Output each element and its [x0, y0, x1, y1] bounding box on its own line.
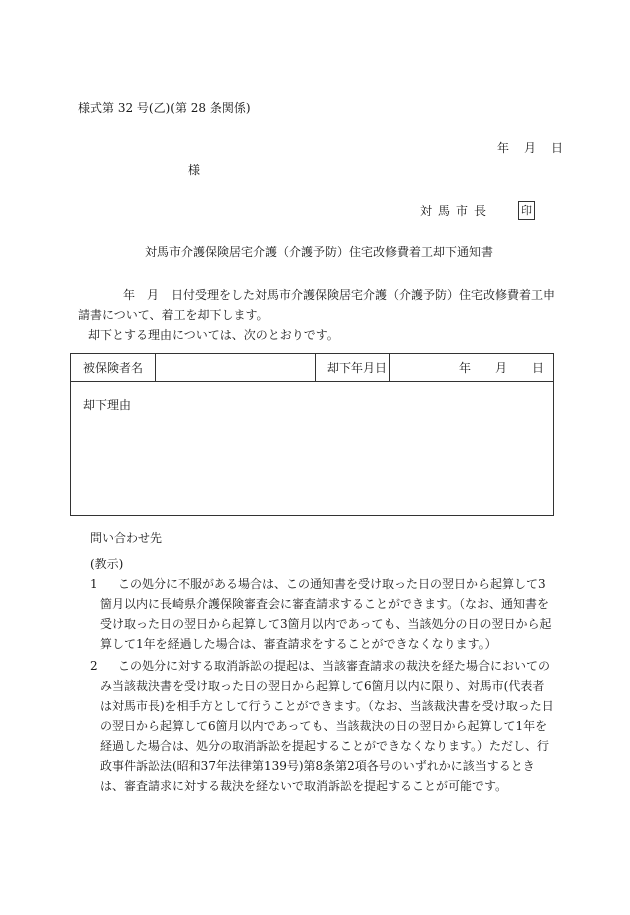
issue-date-year: 年 — [497, 141, 510, 155]
table-row — [71, 354, 553, 382]
instruction-item-1 — [90, 574, 556, 654]
body-line-2: 請書について、着工を却下します。 — [78, 308, 269, 322]
issuer-name: 対馬市長 — [420, 204, 493, 218]
contact-label: 問い合わせ先 — [90, 531, 163, 545]
issue-date-day: 日 — [551, 141, 564, 155]
seal-mark: 印 — [518, 201, 535, 220]
issue-date-month: 月 — [524, 141, 537, 155]
reject-date-year: 年 — [459, 361, 472, 375]
body-text — [78, 285, 558, 345]
rejection-table — [70, 353, 554, 516]
reason-label: 却下理由 — [83, 398, 132, 412]
reject-date-day: 日 — [532, 361, 545, 375]
document-title: 対馬市介護保険居宅介護（介護予防）住宅改修費着工却下通知書 — [145, 245, 494, 259]
instruction-item-text: この処分に対する取消訴訟の提起は、当該審査請求の裁決を経た場合においてのみ当該裁決書を受け取った日の翌日から起算して6箇月以内に限り、対馬市(代表者は対馬市長)を相手方として行うことができます。（なお、当該裁決書を受け取った日の翌日から起算して6箇月以内であっても、当該裁決の日の翌日から起算して1年を経過した場合は、処分の取消訴訟を提起することができなくなります。）ただし、行政事件訴訟法(昭和37年法律第139号)第8条第2項各号のいずれかに該当するときは、審査請求に対する裁決を経ないで取消訴訟を提起することが可能です。 — [100, 659, 554, 793]
insured-name-label: 被保険者名 — [83, 361, 144, 375]
cell-divider — [155, 354, 156, 381]
form-number: 様式第 32 号(乙)(第 28 条関係) — [78, 101, 251, 115]
cell-divider — [315, 354, 316, 381]
instruction-item-number: 1 — [90, 577, 98, 591]
addressee-suffix: 様 — [188, 163, 201, 177]
instruction-heading: (教示) — [90, 557, 124, 571]
reject-date-month: 月 — [495, 361, 508, 375]
body-line-3: 却下とする理由については、次のとおりです。 — [88, 328, 339, 342]
cell-divider — [389, 354, 390, 381]
reject-date-label: 却下年月日 — [327, 361, 388, 375]
issue-date — [497, 142, 563, 154]
instruction-item-text: この処分に不服がある場合は、この通知書を受け取った日の翌日から起算して3箇月以内に長崎県介護保険審査会に審査請求することができます。（なお、通知書を受け取った日の翌日から起算して3箇月以内であっても、当該処分の日の翌日から起算して1年を経過した場合は、審査請求をすることができなくなります。） — [100, 577, 552, 651]
body-line-1: 年 月 日付受理をした対馬市介護保険居宅介護（介護予防）住宅改修費着工申 — [123, 288, 556, 302]
instruction-item-2 — [90, 656, 556, 796]
instruction-item-number: 2 — [90, 659, 98, 673]
